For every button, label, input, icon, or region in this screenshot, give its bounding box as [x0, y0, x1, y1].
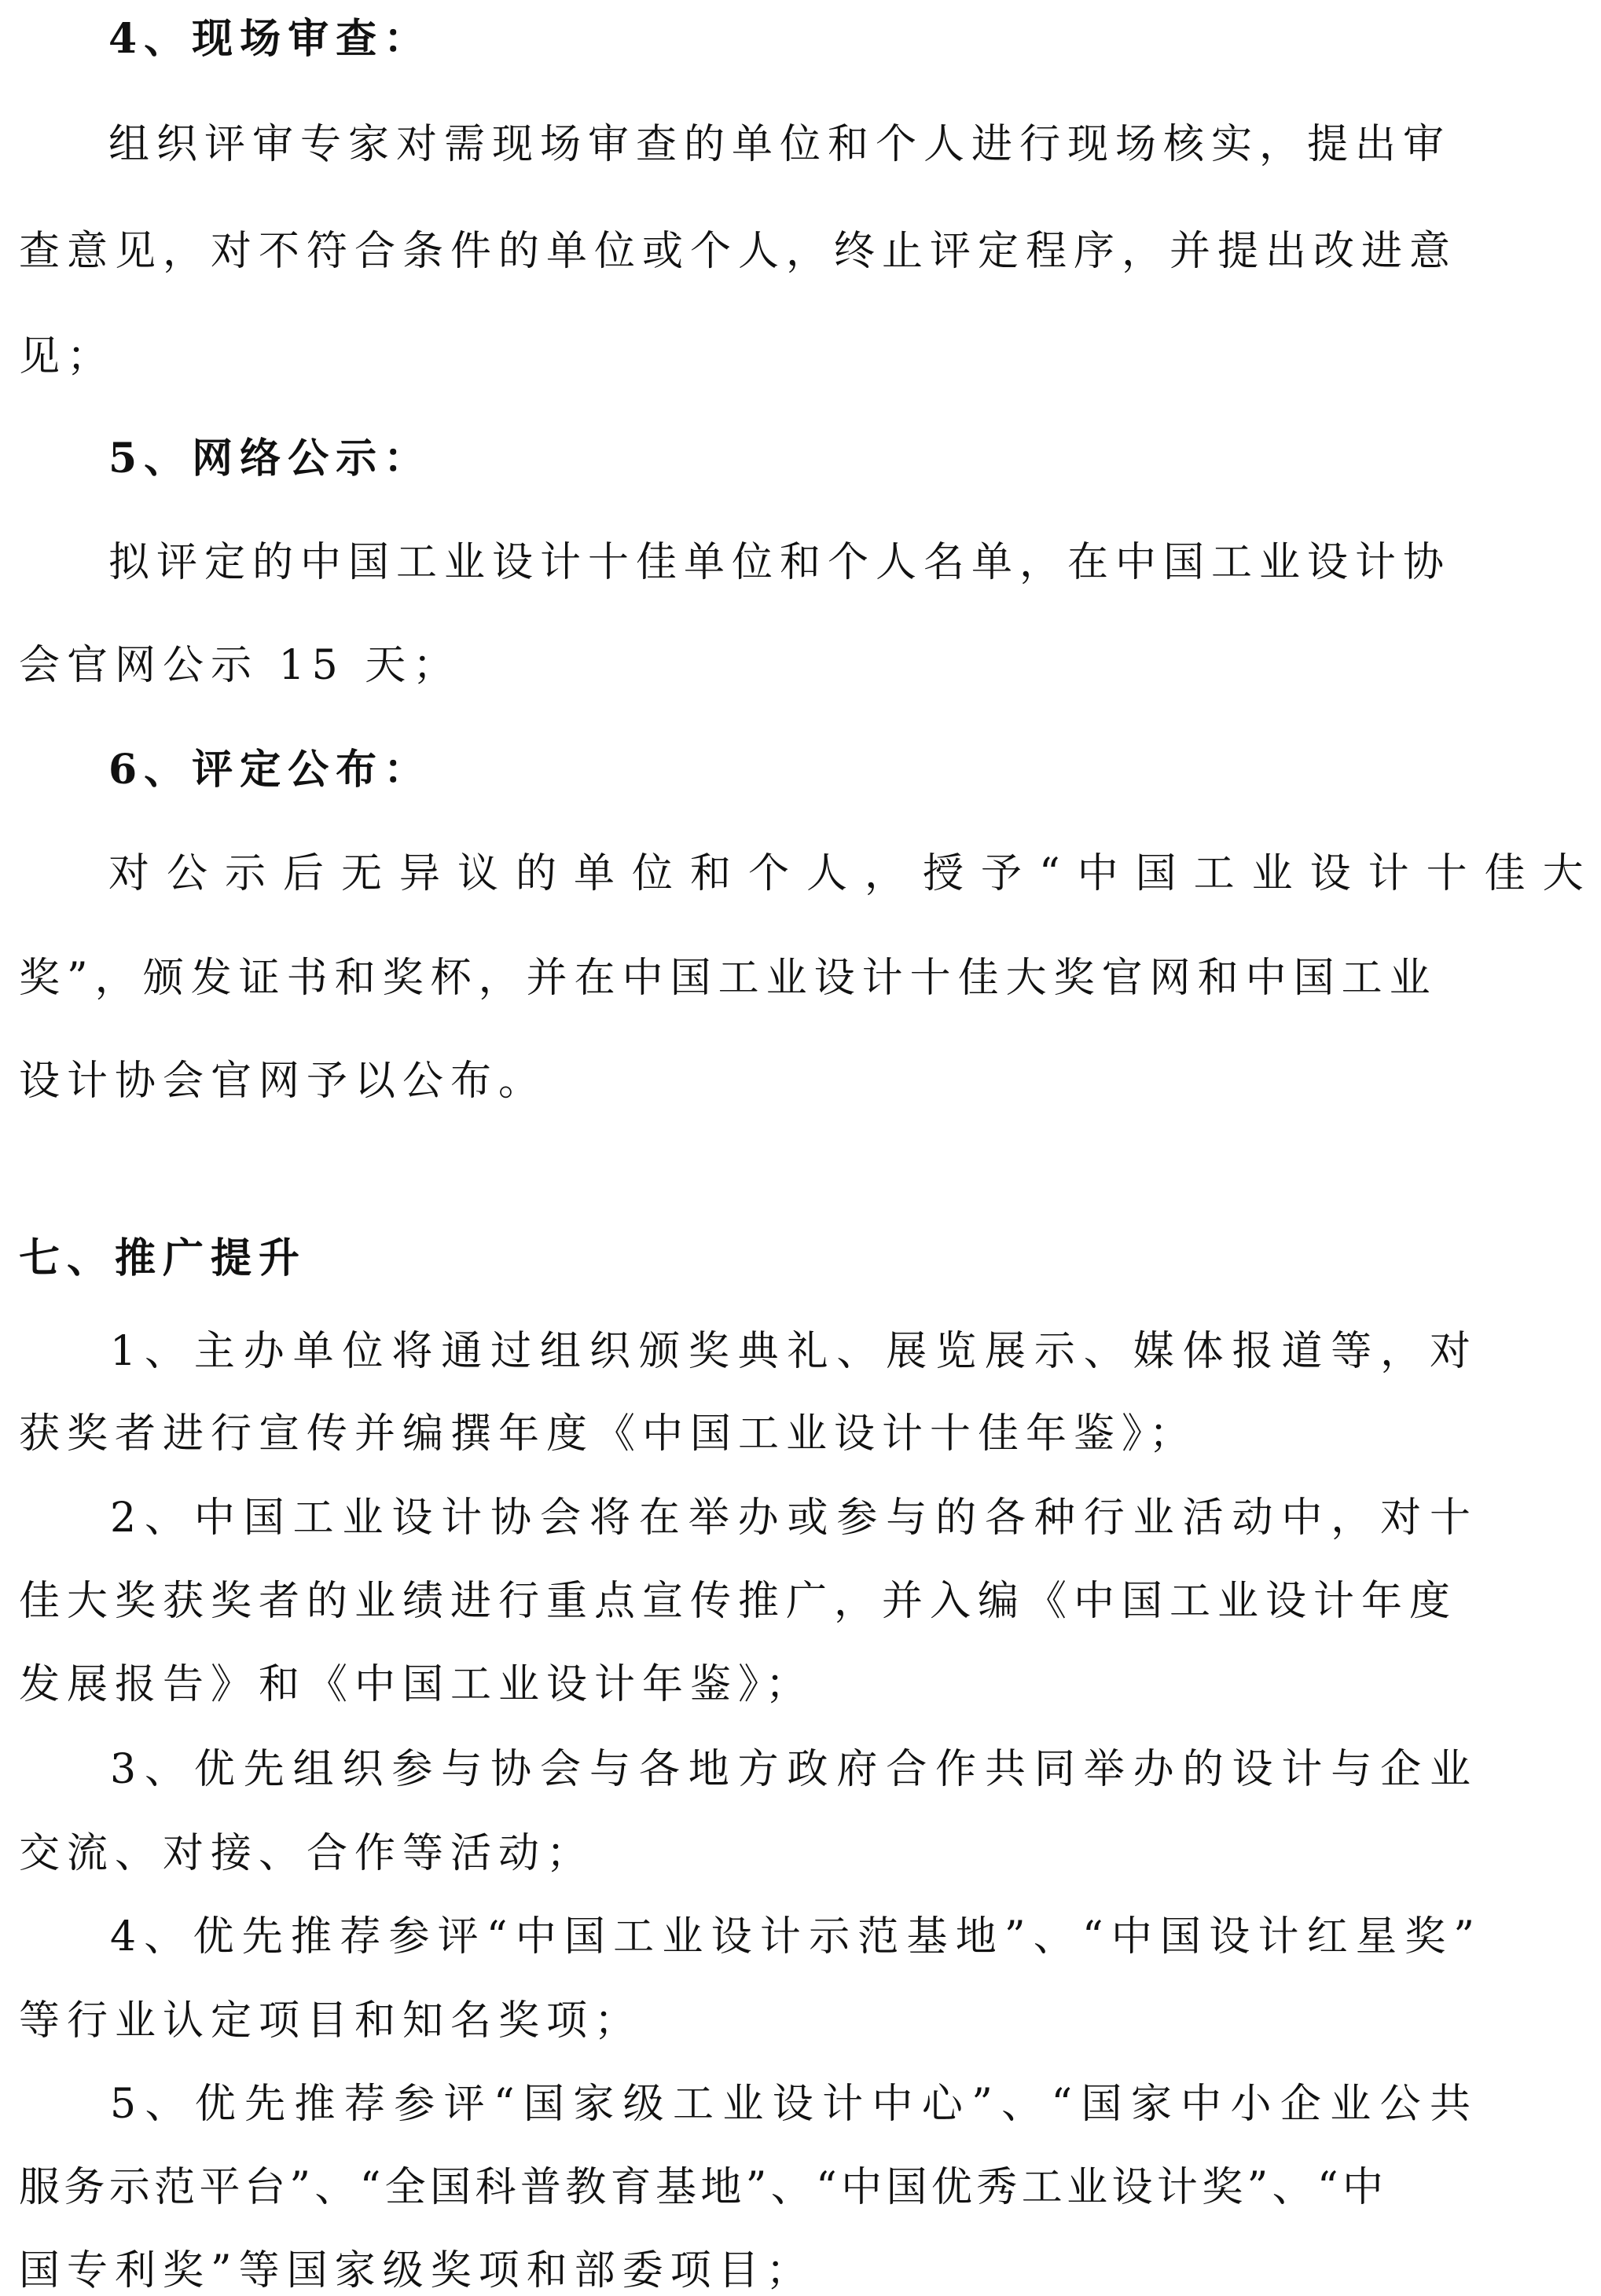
- list-item-line: 发展报告》和《中国工业设计年鉴》；: [19, 1661, 814, 1708]
- list-item-line: 交流、对接、合作等活动；: [19, 1830, 595, 1877]
- section-heading-online-publicity: 5、网络公示：: [108, 435, 432, 482]
- list-item-line: 国专利奖”等国家级奖项和部委项目；: [19, 2247, 814, 2294]
- list-item-line: 1、主办单位将通过组织颁奖典礼、展览展示、媒体报道等，对: [110, 1328, 1478, 1375]
- list-item-line: 4、优先推荐参评“中国工业设计示范基地”、“中国设计红星奖”: [110, 1913, 1478, 1960]
- paragraph-line: 查意见，对不符合条件的单位或个人，终止评定程序，并提出改进意: [19, 228, 1458, 275]
- section-heading-announcement: 6、评定公布：: [108, 746, 432, 794]
- paragraph-line: 对公示后无异议的单位和个人，授予“中国工业设计十佳大: [108, 850, 1601, 897]
- paragraph-line: 会官网公示 15 天；: [19, 642, 461, 689]
- list-item-line: 佳大奖获奖者的业绩进行重点宣传推广，并入编《中国工业设计年度: [19, 1578, 1458, 1625]
- section-heading-site-review: 4、现场审查：: [108, 15, 432, 63]
- list-item-line: 等行业认定项目和知名奖项；: [19, 1997, 643, 2045]
- paragraph-line: 见；: [19, 333, 116, 380]
- paragraph-line: 组织评审专家对需现场审查的单位和个人进行现场核实，提出审: [108, 121, 1452, 168]
- list-item-line: 5、优先推荐参评“国家级工业设计中心”、“国家中小企业公共: [110, 2081, 1478, 2128]
- list-item-line: 3、优先组织参与协会与各地方政府合作共同举办的设计与企业: [110, 1746, 1478, 1793]
- paragraph-line: 设计协会官网予以公布。: [19, 1058, 547, 1105]
- list-item-line: 获奖者进行宣传并编撰年度《中国工业设计十佳年鉴》；: [19, 1410, 1198, 1458]
- list-item-line: 服务示范平台”、“全国科普教育基地”、“中国优秀工业设计奖”、“中: [19, 2164, 1386, 2211]
- chapter-heading-promotion: 七、推广提升: [19, 1234, 307, 1282]
- paragraph-line: 拟评定的中国工业设计十佳单位和个人名单，在中国工业设计协: [108, 539, 1452, 586]
- paragraph-line: 奖”，颁发证书和奖杯，并在中国工业设计十佳大奖官网和中国工业: [19, 955, 1438, 1002]
- list-item-line: 2、中国工业设计协会将在举办或参与的各种行业活动中，对十: [110, 1495, 1478, 1542]
